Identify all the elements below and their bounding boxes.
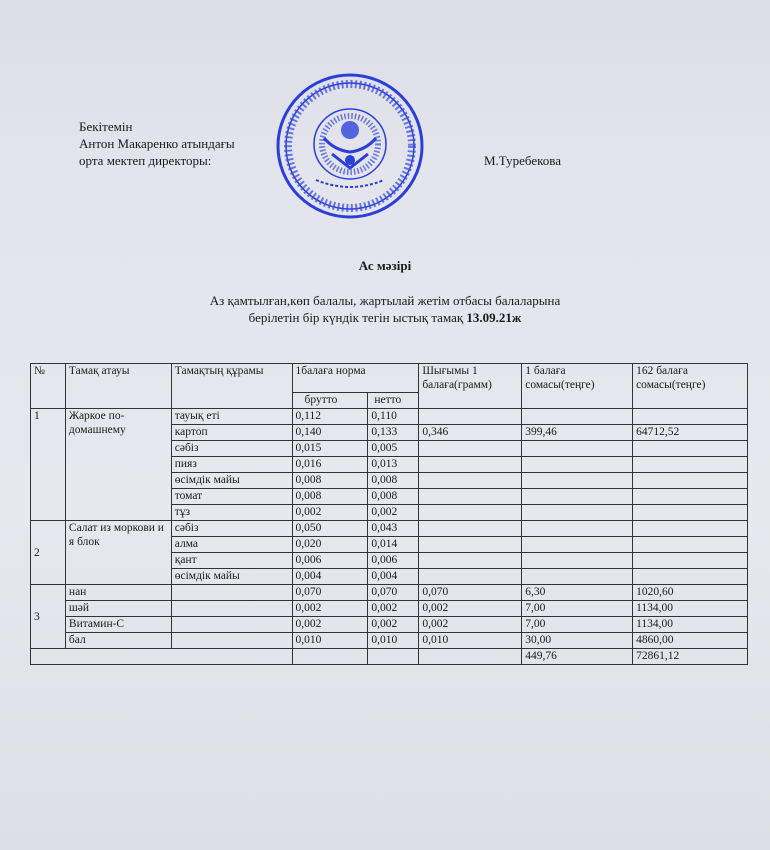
consumption-value: 0,346 xyxy=(419,425,522,441)
menu-date: 13.09.21ж xyxy=(466,310,522,325)
header-dish-name: Тамақ атауы xyxy=(65,364,171,409)
header-number: № xyxy=(31,364,66,409)
gross-value: 0,112 xyxy=(292,409,368,425)
sum-162 xyxy=(633,489,748,505)
sum-per-child xyxy=(522,505,633,521)
subtitle-line-2 xyxy=(0,309,770,326)
gross-value: 0,070 xyxy=(292,585,368,601)
dish-name: Салат из моркови и я блок xyxy=(65,521,171,585)
header-sum-162: 162 балаға сомасы(теңге) xyxy=(633,364,748,409)
gross-value: 0,008 xyxy=(292,489,368,505)
header-gross: брутто xyxy=(292,393,368,409)
consumption-value xyxy=(419,505,522,521)
gross-value: 0,002 xyxy=(292,601,368,617)
net-value: 0,002 xyxy=(368,601,419,617)
consumption-value: 0,002 xyxy=(419,601,522,617)
consumption-value: 0,070 xyxy=(419,585,522,601)
consumption-value xyxy=(419,569,522,585)
ingredient-name: өсімдік майы xyxy=(171,569,292,585)
totals-gross-cell xyxy=(292,649,368,665)
sum-per-child: 399,46 xyxy=(522,425,633,441)
sum-162: 64712,52 xyxy=(633,425,748,441)
gross-value: 0,002 xyxy=(292,617,368,633)
ingredient-name: қант xyxy=(171,553,292,569)
ingredient-name xyxy=(171,633,292,649)
gross-value: 0,010 xyxy=(292,633,368,649)
menu-title: Ас мәзірі xyxy=(358,258,412,273)
ingredient-name: пияз xyxy=(171,457,292,473)
sum-162 xyxy=(633,441,748,457)
sum-per-child xyxy=(522,553,633,569)
totals-label-cell xyxy=(31,649,293,665)
net-value: 0,008 xyxy=(368,489,419,505)
sum-per-child xyxy=(522,441,633,457)
net-value: 0,010 xyxy=(368,633,419,649)
sum-162 xyxy=(633,521,748,537)
approval-block xyxy=(79,118,235,169)
approval-line-3: орта мектеп директоры: xyxy=(79,153,212,168)
consumption-value xyxy=(419,473,522,489)
official-stamp-icon xyxy=(276,72,424,220)
dish-name: шәй xyxy=(65,601,171,617)
sum-162 xyxy=(633,553,748,569)
dish-number: 3 xyxy=(31,585,66,649)
consumption-value xyxy=(419,489,522,505)
ingredient-name: тұз xyxy=(171,505,292,521)
gross-value: 0,008 xyxy=(292,473,368,489)
gross-value: 0,140 xyxy=(292,425,368,441)
ingredient-name xyxy=(171,617,292,633)
header-sum-per-child: 1 балаға сомасы(теңге) xyxy=(522,364,633,409)
header-net: нетто xyxy=(368,393,419,409)
table-row xyxy=(31,601,748,617)
sum-per-child: 7,00 xyxy=(522,617,633,633)
net-value: 0,013 xyxy=(368,457,419,473)
table-row xyxy=(31,409,748,425)
consumption-value xyxy=(419,457,522,473)
consumption-value: 0,002 xyxy=(419,617,522,633)
net-value: 0,004 xyxy=(368,569,419,585)
consumption-value xyxy=(419,441,522,457)
sum-162 xyxy=(633,569,748,585)
sum-per-child: 7,00 xyxy=(522,601,633,617)
sum-per-child xyxy=(522,569,633,585)
dish-number: 2 xyxy=(31,521,66,585)
gross-value: 0,015 xyxy=(292,441,368,457)
consumption-value xyxy=(419,553,522,569)
net-value: 0,133 xyxy=(368,425,419,441)
net-value: 0,006 xyxy=(368,553,419,569)
gross-value: 0,006 xyxy=(292,553,368,569)
menu-subtitle xyxy=(0,292,770,326)
header-composition: Тамақтың құрамы xyxy=(171,364,292,409)
sum-162: 1134,00 xyxy=(633,617,748,633)
approval-line-2: Антон Макаренко атындағы xyxy=(79,136,235,151)
sum-per-child xyxy=(522,409,633,425)
totals-consumption-cell xyxy=(419,649,522,665)
approval-line-1: Бекітемін xyxy=(79,119,133,134)
table-row xyxy=(31,633,748,649)
totals-net-cell xyxy=(368,649,419,665)
gross-value: 0,016 xyxy=(292,457,368,473)
header-consumption: Шығымы 1 балаға(грамм) xyxy=(419,364,522,409)
sum-per-child xyxy=(522,521,633,537)
ingredient-name xyxy=(171,585,292,601)
header-norm: 1балаға норма xyxy=(292,364,419,393)
ingredient-name: өсімдік майы xyxy=(171,473,292,489)
net-value: 0,008 xyxy=(368,473,419,489)
total-sum-162: 72861,12 xyxy=(633,649,748,665)
sum-162: 1020,60 xyxy=(633,585,748,601)
net-value: 0,002 xyxy=(368,505,419,521)
sum-per-child: 6,30 xyxy=(522,585,633,601)
ingredient-name: сәбіз xyxy=(171,521,292,537)
subtitle-line-1: Аз қамтылған,көп балалы, жартылай жетім отбасы балаларына xyxy=(209,293,561,308)
gross-value: 0,004 xyxy=(292,569,368,585)
net-value: 0,043 xyxy=(368,521,419,537)
sum-per-child xyxy=(522,473,633,489)
dish-name: нан xyxy=(65,585,171,601)
sum-162: 1134,00 xyxy=(633,601,748,617)
table-row xyxy=(31,585,748,601)
dish-number: 1 xyxy=(31,409,66,521)
sum-per-child: 30,00 xyxy=(522,633,633,649)
dish-name: Жаркое по-домашнему xyxy=(65,409,171,521)
sum-per-child xyxy=(522,537,633,553)
table-row xyxy=(31,617,748,633)
net-value: 0,002 xyxy=(368,617,419,633)
sum-per-child xyxy=(522,489,633,505)
ingredient-name: тауық еті xyxy=(171,409,292,425)
sum-162 xyxy=(633,409,748,425)
ingredient-name: алма xyxy=(171,537,292,553)
dish-name: бал xyxy=(65,633,171,649)
net-value: 0,070 xyxy=(368,585,419,601)
consumption-value xyxy=(419,537,522,553)
sum-per-child xyxy=(522,457,633,473)
dish-name: Витамин-С xyxy=(65,617,171,633)
ingredient-name: сәбіз xyxy=(171,441,292,457)
totals-row xyxy=(31,649,748,665)
net-value: 0,005 xyxy=(368,441,419,457)
consumption-value xyxy=(419,409,522,425)
sum-162 xyxy=(633,537,748,553)
consumption-value xyxy=(419,521,522,537)
table-row xyxy=(31,521,748,537)
sum-162: 4860,00 xyxy=(633,633,748,649)
gross-value: 0,050 xyxy=(292,521,368,537)
sum-162 xyxy=(633,473,748,489)
gross-value: 0,020 xyxy=(292,537,368,553)
ingredient-name xyxy=(171,601,292,617)
sum-162 xyxy=(633,505,748,521)
gross-value: 0,002 xyxy=(292,505,368,521)
menu-table xyxy=(30,363,748,665)
subtitle-line-2-text: берілетін бір күндік тегін ыстық тамақ xyxy=(248,310,467,325)
net-value: 0,110 xyxy=(368,409,419,425)
consumption-value: 0,010 xyxy=(419,633,522,649)
net-value: 0,014 xyxy=(368,537,419,553)
total-sum-per-child: 449,76 xyxy=(522,649,633,665)
director-name: М.Туребекова xyxy=(484,153,561,168)
sum-162 xyxy=(633,457,748,473)
ingredient-name: картоп xyxy=(171,425,292,441)
ingredient-name: томат xyxy=(171,489,292,505)
